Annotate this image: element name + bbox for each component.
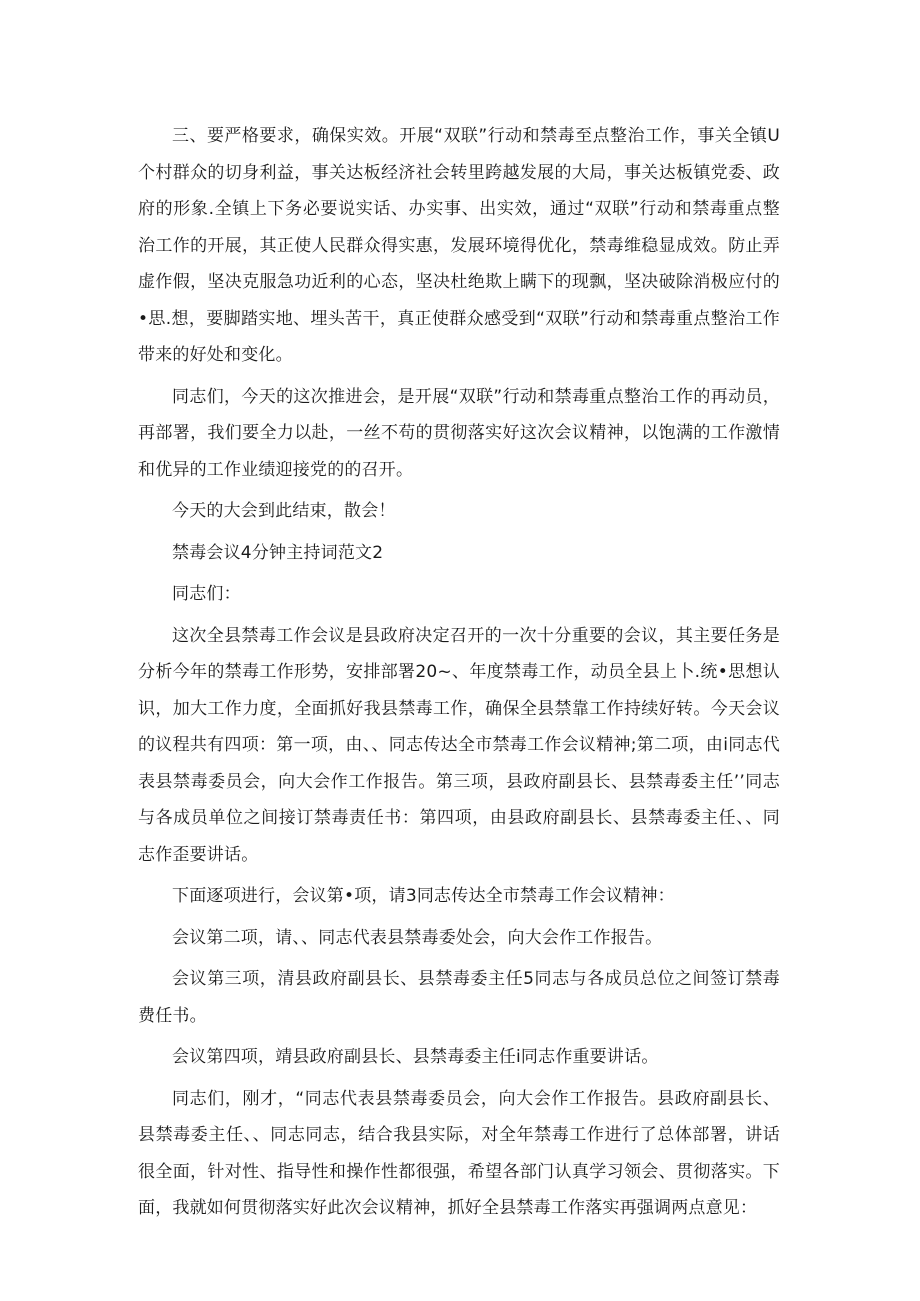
paragraph-item-one: 下面逐项进行，会议第•项，请3同志传达全市禁毒工作会议精神： (172, 886, 675, 906)
paragraph-meeting-closed: 今天的大会到此结束，散会！ (172, 501, 396, 521)
paragraph-agenda: 这次全县禁毒工作会议是县政府决定召开的一次十分重要的会议，其主要任务是分析今年的禁毒工作形势，安排部署20~、年度禁毒工作，动员全县上卜.统•思想认识，加大工作力度，全面抓好我县禁毒工作，确保全县禁靠工作持续好转。今天会议的议程共有四项：第一项，由、、同志传达全市禁毒工作会议精神;第二项，由i同志代表县禁毒委员会，向大会作工作报告。第三项，县政府副县长、县禁毒委主任’’同志与各成员单位之间接订禁毒责任书：第四项，由县政府副县长、县禁毒委主任、、同志作歪要讲话。 (138, 625, 780, 865)
paragraph-item-two: 会议第二项，请、、同志代表县禁毒委处会，向大会作工作报告。 (172, 927, 663, 948)
paragraph-comrades-mobilization: 同志们，今天的这次推进会，是开展“双联”行动和禁毒重点整治工作的再动员，再部署，我们要全力以赴，一丝不苟的贯彻落实好这次会议精神，以饱满的工作激情和优异的工作业绩迎接党的的召开。 (138, 386, 780, 480)
paragraph-item-three: 会议第三项，清县政府副县长、县禁毒委主任5同志与各成员总位之间签订禁毒费任书。 (138, 969, 780, 1026)
paragraph-salutation: 同志们： (172, 584, 241, 604)
paragraph-item-four: 会议第四项，靖县政府副县长、县禁毒委主任i同志作重要讲话。 (172, 1047, 659, 1067)
paragraph-summary: 同志们，刚才，“同志代表县禁毒委员会，向大会作工作报告。县政府副县长、县禁毒委主任、、同志同志，结合我县实际，对全年禁毒工作进行了总体部署，讲话很全面，针对性、指导性和操作性都很强，希望各部门认真学习领会、贯彻落实。下面，我就如何贯彻落实好此次会议精神，抓好全县禁毒工作落实再强调两点意见： (138, 1088, 780, 1218)
paragraph-requirements: 三、要严格要求，确保实效。开展“双联”行动和禁毒至点整治工作，事关全镇U个村群众的切身利益，事关达板经济社会转里跨越发展的大局，事关达板镇党委、政府的形象.全镇上下务必要说实话、办实事、出实效，通过“双联”行动和禁毒重点整治工作的开展，其正使人民群众得实惠，发展环境得优化，禁毒维稳显成效。防止弄虚作假，坚决克服急功近利的心态，坚决杜绝欺上瞒下的现飘，坚决破除消极应付的•思.想，要脚踏实地、埋头苦干，真正使群众感受到“双联”行动和禁毒重点整治工作带来的好处和变化。 (138, 126, 780, 365)
section-heading: 禁毒会议4分钟主持词范文2 (172, 542, 384, 563)
document-body (138, 118, 780, 1227)
